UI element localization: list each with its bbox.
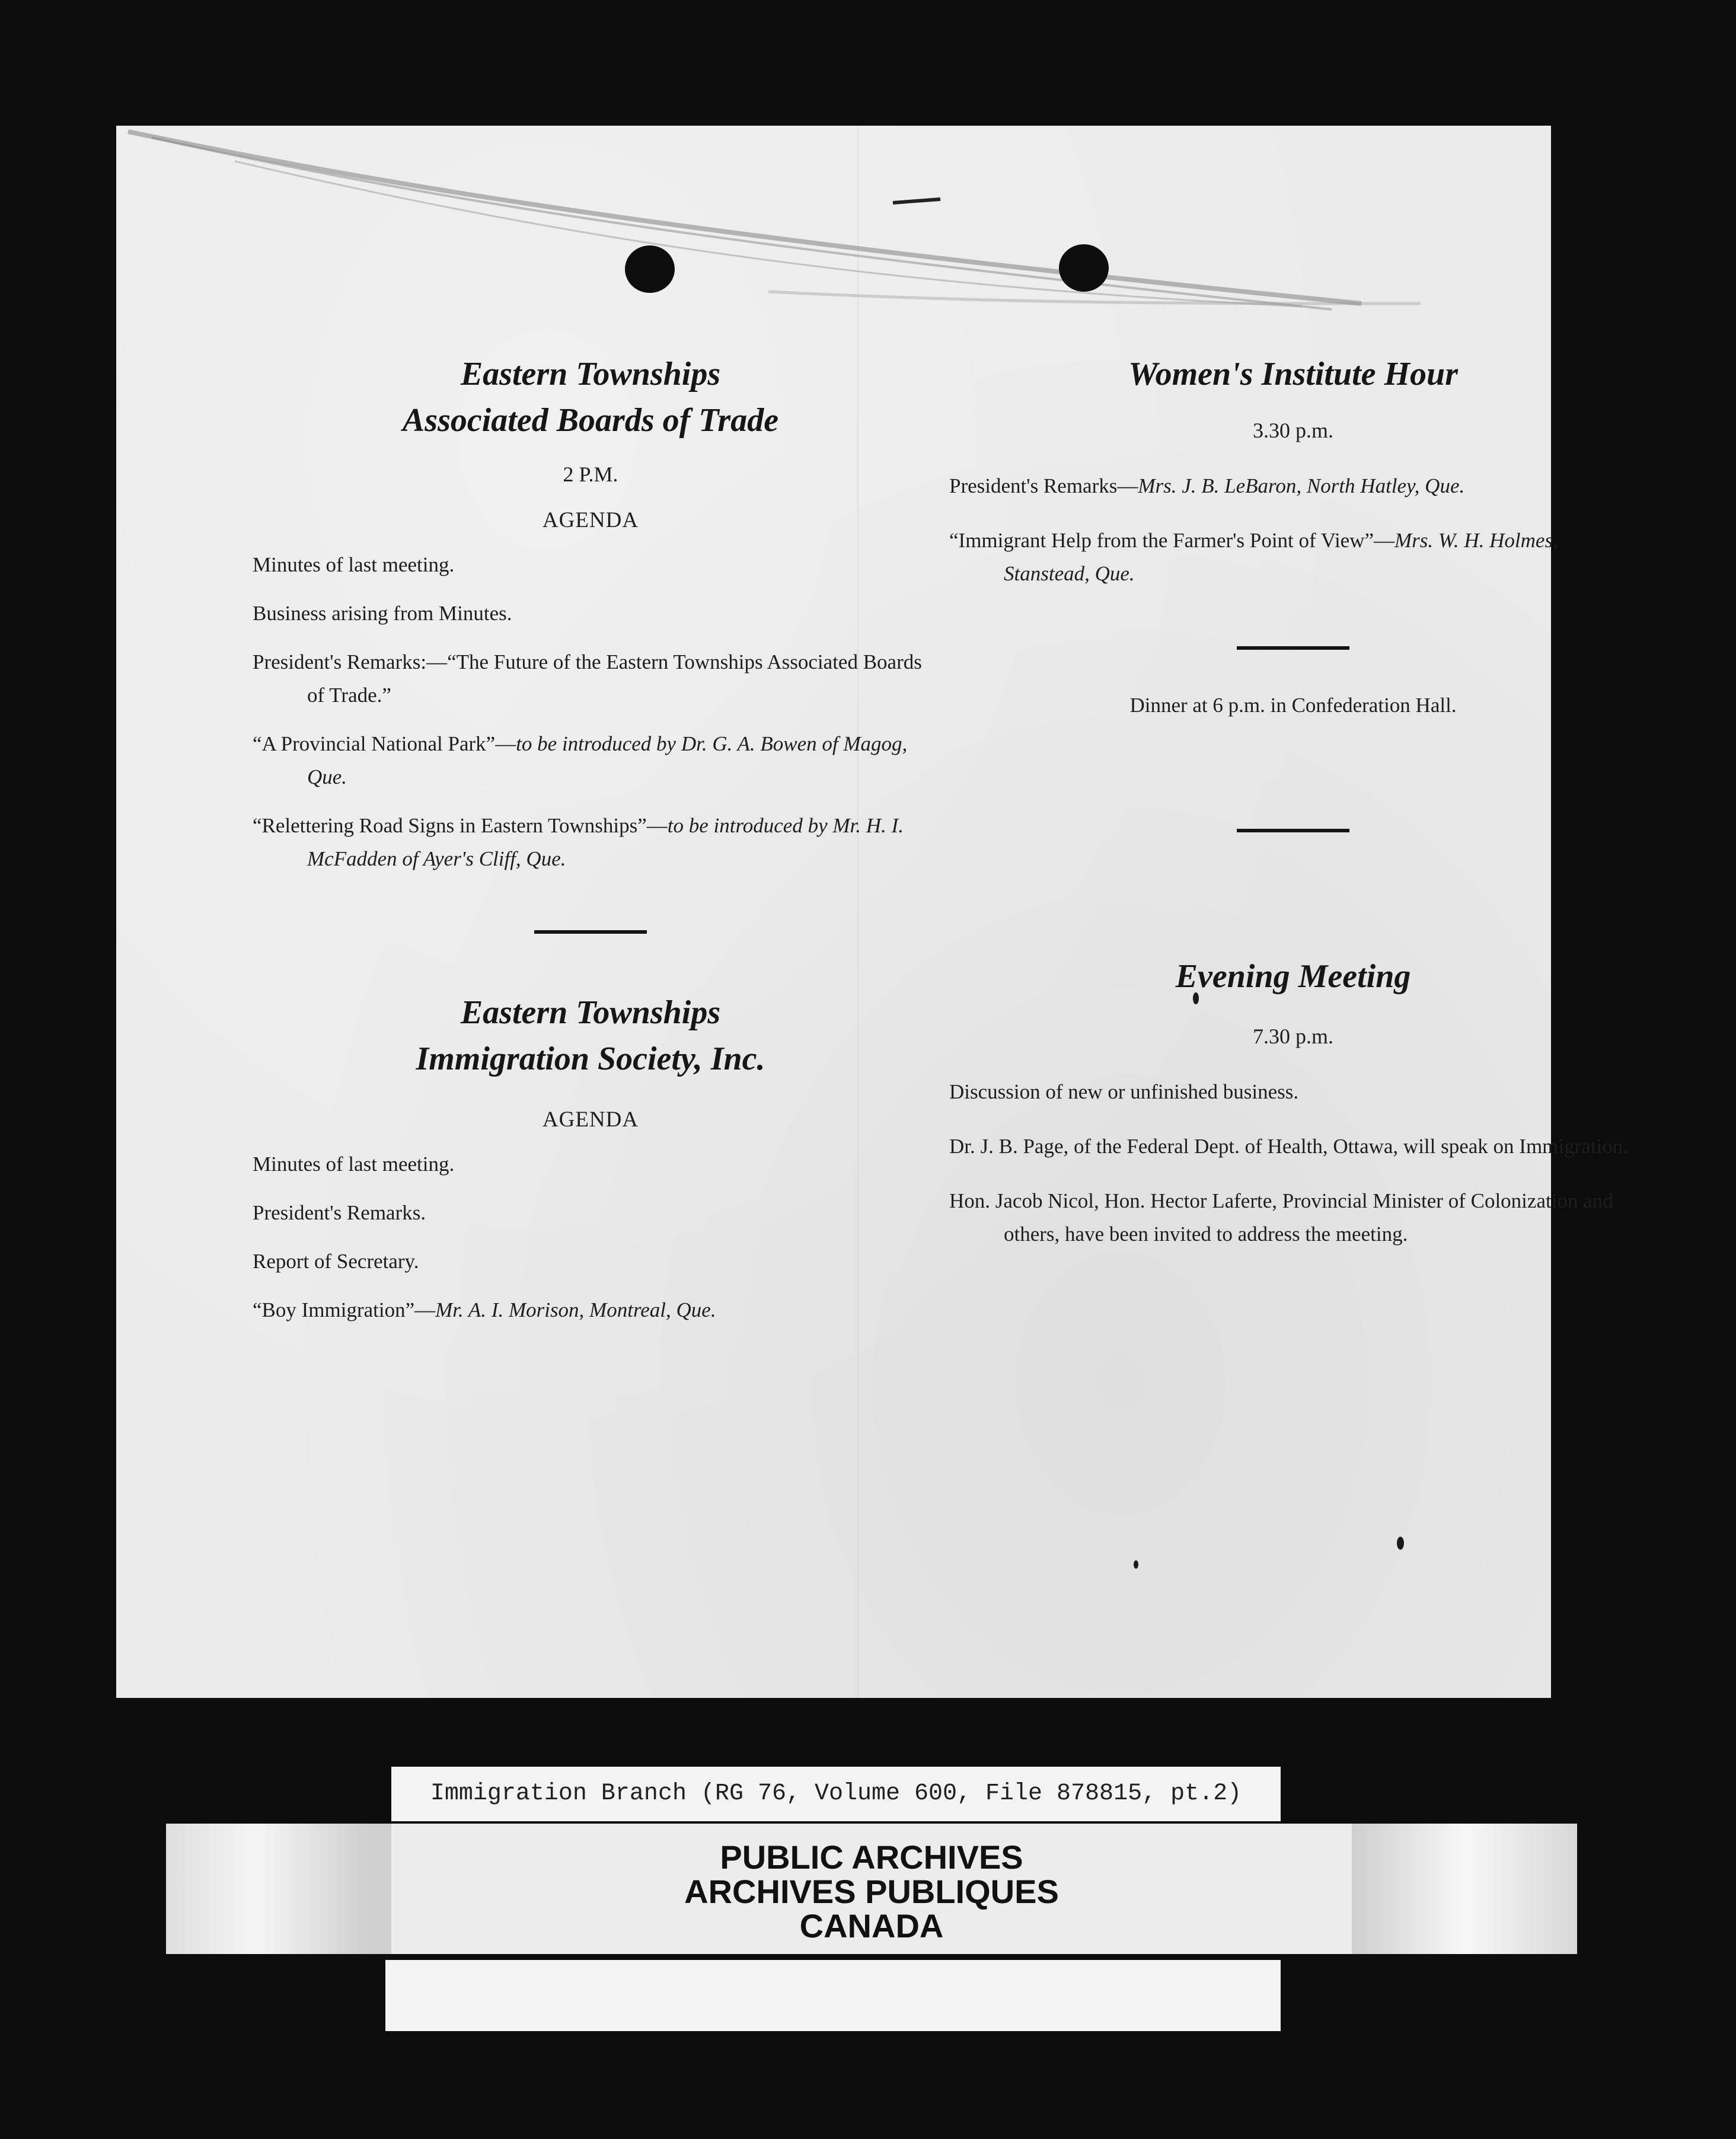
agenda-heading: AGENDA — [542, 1107, 639, 1132]
boards-of-trade-title — [253, 351, 928, 443]
section-divider — [1237, 646, 1349, 650]
section-divider — [534, 930, 647, 934]
meeting-time: 2 P.M. — [563, 462, 618, 486]
punch-hole-left — [625, 245, 675, 293]
reference-tag: Immigration Branch (RG 76, Volume 600, File 878815, pt.2) — [391, 1767, 1281, 1821]
agenda-item: Minutes of last meeting. — [253, 553, 455, 576]
stamp-smear-right — [1352, 1824, 1577, 1954]
stamp-line: PUBLIC ARCHIVES — [720, 1838, 1023, 1876]
title-line: Eastern Townships — [460, 356, 721, 392]
document-page — [116, 126, 1629, 1698]
dinner-note: Dinner at 6 p.m. in Confederation Hall. — [1129, 694, 1457, 717]
stamp-line: CANADA — [799, 1907, 944, 1945]
agenda-item: President's Remarks. — [253, 1201, 426, 1224]
right-column — [949, 351, 1637, 1251]
womens-institute-title: Women's Institute Hour — [1128, 356, 1458, 392]
agenda-item: “Immigrant Help from the Farmer's Point of View”—Mrs. W. H. Holmes, Stanstead, Que. — [949, 529, 1558, 585]
stamp-smear-left — [166, 1824, 391, 1954]
section-divider — [1237, 829, 1349, 832]
stamp-line: ARCHIVES PUBLIQUES — [684, 1873, 1059, 1910]
top-smudge — [116, 126, 1551, 339]
meeting-time: 3.30 p.m. — [1252, 419, 1333, 442]
speck — [1397, 1537, 1404, 1550]
title-line: Associated Boards of Trade — [402, 402, 779, 439]
agenda-heading: AGENDA — [542, 508, 639, 532]
blank-label-strip — [385, 1960, 1281, 2031]
title-line: Eastern Townships — [460, 994, 721, 1031]
speck — [1134, 1560, 1138, 1569]
agenda-item: Business arising from Minutes. — [253, 602, 512, 625]
meeting-time: 7.30 p.m. — [1252, 1024, 1333, 1048]
agenda-item: Report of Secretary. — [253, 1250, 419, 1273]
agenda-item: Dr. J. B. Page, of the Federal Dept. of Health, Ottawa, will speak on Immigration. — [949, 1135, 1629, 1158]
agenda-item: Discussion of new or unfinished business. — [949, 1080, 1299, 1103]
punch-hole-right — [1059, 244, 1109, 292]
archives-stamp — [166, 1824, 1577, 1954]
agenda-item: “Boy Immigration”—Mr. A. I. Morison, Montreal, Que. — [253, 1298, 716, 1321]
agenda-item: President's Remarks:—“The Future of the Eastern Townships Associated Boards of Trade.” — [253, 650, 922, 707]
agenda-item: Minutes of last meeting. — [253, 1152, 455, 1176]
agenda-item: “A Provincial National Park”—to be introduced by Dr. G. A. Bowen of Magog, Que. — [253, 732, 908, 788]
agenda-item: President's Remarks—Mrs. J. B. LeBaron, North Hatley, Que. — [949, 474, 1465, 497]
stamp-text — [391, 1840, 1352, 1943]
title-line: Immigration Society, Inc. — [416, 1040, 765, 1077]
immigration-society-title — [253, 989, 928, 1082]
left-column — [253, 351, 928, 1327]
evening-meeting-title: Evening Meeting — [1175, 958, 1411, 995]
agenda-item: Hon. Jacob Nicol, Hon. Hector Laferte, Provincial Minister of Colonization and others, have been invited to address the meeting. — [949, 1189, 1613, 1246]
agenda-item: “Relettering Road Signs in Eastern Townships”—to be introduced by Mr. H. I. McFadden of Ayer's Cliff, Que. — [253, 814, 904, 870]
